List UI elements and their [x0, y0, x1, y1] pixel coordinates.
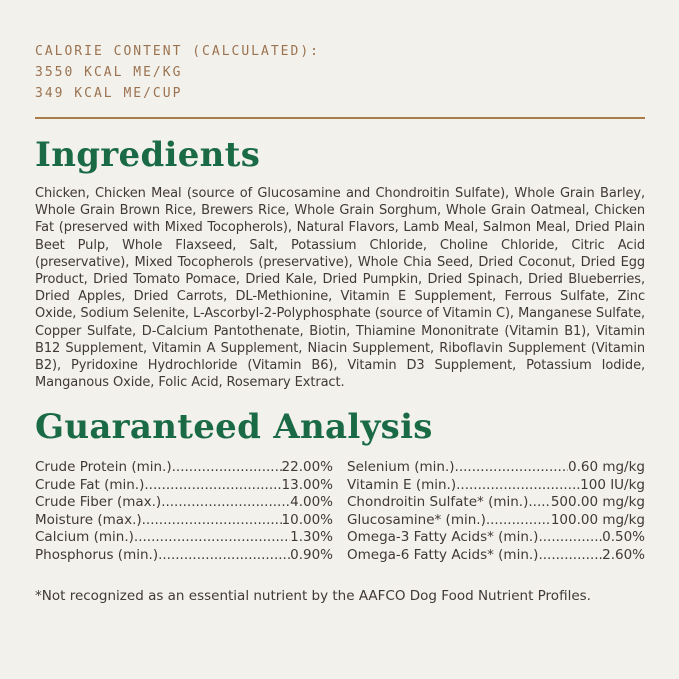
analysis-row — [35, 477, 333, 495]
analysis-row — [35, 512, 333, 530]
analysis-row — [347, 459, 645, 477]
ingredients-title: Ingredients — [35, 135, 261, 175]
nutrient-value: 100 IU/kg — [580, 476, 645, 493]
leader-dots — [486, 512, 551, 530]
analysis-row — [35, 494, 333, 512]
nutrient-label: Selenium (min.) — [347, 459, 455, 476]
nutrient-label: Phosphorus (min.) — [35, 546, 159, 563]
ingredients-text: Chicken, Chicken Meal (source of Glucosamine and Chondroitin Sulfate), Whole Grain Barley, Whole Grain Brown Rice, Brewers Rice, Whole Grain Sorghum, Whole Grain Oatmeal, Chicken Fat (preserved with Mixed Tocopherols), Natural Flavors, Lamb Meal, Salmon Meal, Dried Plain Beet Pulp, Whole Flaxseed, Salt, Potassium Chloride, Choline Chloride, Citric Acid (preservative), Mixed Tocopherols (preservative), Whole Chia Seed, Dried Coconut, Dried Egg Product, Dried Tomato Pomace, Dried Kale, Dried Pumpkin, Dried Spinach, Dried Blueberries, Dried Apples, Dried Carrots, DL-Methionine, Vitamin E Supplement, Ferrous Sulfate, Zinc Oxide, Sodium Selenite, L-Ascorbyl-2-Polyphosphate (source of Vitamin C), Manganese Sulfate, Copper Sulfate, D-Calcium Pantothenate, Biotin, Thiamine Mononitrate (Vitamin B1), Vitamin B12 Supplement, Vitamin A Supplement, Niacin Supplement, Riboflavin Supplement (Vitamin B2), Pyridoxine Hydrochloride (Vitamin B6), Vitamin D3 Supplement, Potassium Iodide, Manganous Oxide, Folic Acid, Rosemary Extract. — [35, 186, 645, 391]
section-divider — [35, 117, 645, 119]
analysis-row — [347, 547, 645, 565]
nutrient-label: Moisture (max.) — [35, 511, 142, 528]
nutrient-value: 500.00 mg/kg — [550, 494, 645, 511]
analysis-left-column — [35, 459, 333, 564]
analysis-row — [35, 459, 333, 477]
nutrient-value: 0.50% — [602, 529, 645, 546]
nutrient-value: 22.00% — [281, 459, 333, 476]
analysis-row — [347, 477, 645, 495]
nutrient-value: 100.00 mg/kg — [550, 511, 645, 528]
leader-dots — [134, 529, 290, 547]
nutrient-label: Omega-6 Fatty Acids* (min.) — [347, 546, 539, 563]
analysis-row — [347, 512, 645, 530]
nutrient-label: Crude Fiber (max.) — [35, 494, 162, 511]
leader-dots — [161, 494, 290, 512]
ingredients-section — [35, 134, 645, 391]
leader-dots — [142, 512, 282, 530]
analysis-row — [35, 547, 333, 565]
nutrient-value: 13.00% — [281, 476, 333, 493]
analysis-row — [347, 529, 645, 547]
nutrient-value: 2.60% — [602, 546, 645, 563]
guaranteed-analysis-title: Guaranteed Analysis — [35, 407, 433, 448]
nutrient-value: 0.90% — [290, 546, 333, 563]
leader-dots — [172, 459, 282, 477]
guaranteed-analysis-section — [35, 406, 645, 604]
nutrient-value: 0.60 mg/kg — [567, 459, 645, 476]
leader-dots — [144, 477, 281, 495]
leader-dots — [158, 547, 290, 565]
analysis-footnote: *Not recognized as an essential nutrient by the AAFCO Dog Food Nutrient Profiles. — [35, 588, 591, 605]
nutrient-value: 4.00% — [290, 494, 333, 511]
calorie-kcal-per-kg: 3550 KCAL ME/KG — [35, 65, 183, 80]
nutrient-value: 10.00% — [281, 511, 333, 528]
calorie-content-section — [35, 41, 645, 104]
nutrient-value: 1.30% — [290, 529, 333, 546]
calorie-content-heading: CALORIE CONTENT (CALCULATED): — [35, 44, 320, 59]
calorie-kcal-per-cup: 349 KCAL ME/CUP — [35, 86, 183, 101]
leader-dots — [528, 494, 550, 512]
leader-dots — [538, 547, 602, 565]
nutrient-label: Chondroitin Sulfate* (min.) — [347, 494, 529, 511]
analysis-row — [35, 529, 333, 547]
guaranteed-analysis-table — [35, 459, 645, 564]
leader-dots — [456, 477, 580, 495]
nutrient-label: Crude Fat (min.) — [35, 476, 145, 493]
analysis-row — [347, 494, 645, 512]
leader-dots — [455, 459, 568, 477]
nutrient-label: Glucosamine* (min.) — [347, 511, 486, 528]
leader-dots — [538, 529, 602, 547]
nutrient-label: Vitamin E (min.) — [347, 476, 457, 493]
nutrient-label: Calcium (min.) — [35, 529, 134, 546]
nutrient-label: Omega-3 Fatty Acids* (min.) — [347, 529, 539, 546]
nutrient-label: Crude Protein (min.) — [35, 459, 172, 476]
analysis-right-column — [347, 459, 645, 564]
